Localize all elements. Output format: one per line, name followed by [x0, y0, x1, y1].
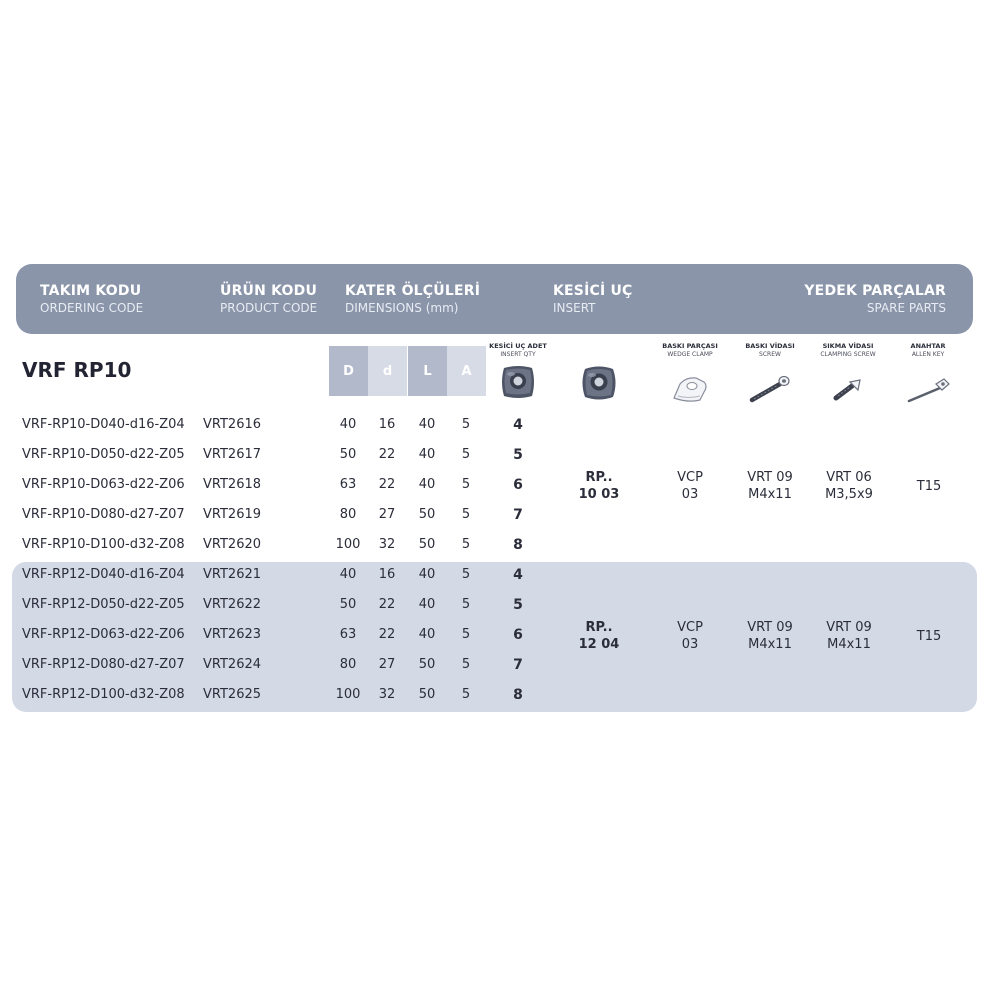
dim-A-cell: 5	[461, 447, 471, 462]
dim-L-cell: 50	[418, 687, 436, 702]
dim-header-L: L	[408, 346, 447, 396]
clamping-screw-line1: VRT 09	[826, 620, 872, 635]
series-title: VRF RP10	[22, 358, 132, 382]
allen-key-icon	[906, 374, 952, 404]
insert-code-line2: 12 04	[578, 637, 620, 652]
dim-d-cell: 27	[378, 507, 396, 522]
product-code-cell: VRT2616	[203, 417, 262, 432]
screw-rp12	[730, 619, 810, 653]
dim-A-cell: 5	[461, 597, 471, 612]
insert-qty-cell: 5	[513, 447, 523, 463]
dim-D-cell: 50	[339, 447, 357, 462]
insert-qty-cell: 4	[513, 417, 523, 433]
dim-d-cell: 22	[378, 447, 396, 462]
dim-d-cell: 16	[378, 417, 396, 432]
insert-code-rp10	[559, 469, 639, 503]
screw-title: BASKI VİDASI	[745, 342, 795, 350]
insert-code-line2: 10 03	[578, 487, 620, 502]
insert-title: KESİCİ UÇ	[553, 283, 633, 299]
product-code-cell: VRT2624	[203, 657, 262, 672]
insert-subtitle: INSERT	[553, 301, 596, 315]
insert-qty-cell: 7	[513, 657, 523, 673]
screw-line2: M4x11	[748, 487, 792, 502]
dim-A-cell: 5	[461, 657, 471, 672]
clamping-screw-icon	[830, 374, 866, 404]
product-code-cell: VRT2625	[203, 687, 262, 702]
allen-key-rp10: T15	[916, 479, 942, 494]
insert-qty-subtitle: INSERT QTY	[500, 351, 536, 358]
screw-line1: VRT 09	[747, 620, 793, 635]
product-code-subtitle: PRODUCT CODE	[220, 301, 318, 315]
spare-parts-subtitle: SPARE PARTS	[866, 301, 946, 315]
dim-D-cell: 63	[339, 477, 357, 492]
dim-A-cell: 5	[461, 507, 471, 522]
dim-D-cell: 80	[339, 657, 357, 672]
product-code-cell: VRT2617	[203, 447, 262, 462]
dim-L-cell: 40	[418, 477, 436, 492]
allen-key-title: ANAHTAR	[910, 342, 946, 350]
dim-A-cell: 5	[461, 417, 471, 432]
insert-qty-cell: 5	[513, 597, 523, 613]
screw-line2: M4x11	[748, 637, 792, 652]
allen-key-subtitle: ALLEN KEY	[911, 351, 945, 358]
dim-header-d: d	[368, 346, 407, 396]
ordering-code-cell: VRF-RP10-D080-d27-Z07	[22, 507, 185, 522]
ordering-code-cell: VRF-RP12-D040-d16-Z04	[22, 567, 185, 582]
product-code-cell: VRT2623	[203, 627, 262, 642]
dim-d-cell: 32	[378, 687, 396, 702]
ordering-code-cell: VRF-RP12-D063-d22-Z06	[22, 627, 185, 642]
dim-A-cell: 5	[461, 537, 471, 552]
allen-key-rp12: T15	[916, 629, 942, 644]
dimensions-title: KATER ÖLÇÜLERİ	[345, 283, 481, 299]
insert-icon	[499, 364, 537, 400]
dim-A-cell: 5	[461, 477, 471, 492]
insert-code-line1: RP..	[585, 470, 613, 485]
wedge-clamp-icon	[670, 374, 710, 404]
dim-D-cell: 100	[335, 537, 361, 552]
wedge-clamp-subtitle: WEDGE CLAMP	[667, 351, 713, 358]
dim-L-cell: 50	[418, 657, 436, 672]
dimensions-subtitle: DIMENSIONS (mm)	[345, 301, 459, 315]
product-code-cell: VRT2618	[203, 477, 262, 492]
insert-code-line1: RP..	[585, 620, 613, 635]
ordering-code-cell: VRF-RP10-D040-d16-Z04	[22, 417, 185, 432]
insert-qty-cell: 6	[513, 627, 523, 643]
insert-qty-cell: 4	[513, 567, 523, 583]
dim-d-cell: 16	[378, 567, 396, 582]
ordering-code-title: TAKIM KODU	[40, 283, 142, 299]
wedge-clamp-line1: VCP	[677, 470, 703, 485]
ordering-code-cell: VRF-RP12-D050-d22-Z05	[22, 597, 185, 612]
dim-D-cell: 80	[339, 507, 357, 522]
dim-L-cell: 50	[418, 507, 436, 522]
dim-d-cell: 22	[378, 597, 396, 612]
ordering-code-cell: VRF-RP10-D050-d22-Z05	[22, 447, 185, 462]
dim-A-cell: 5	[461, 567, 471, 582]
clamping-screw-line2: M4x11	[827, 637, 871, 652]
spare-parts-title: YEDEK PARÇALAR	[804, 283, 946, 299]
clamping-screw-line1: VRT 06	[826, 470, 872, 485]
wedge-clamp-rp10	[650, 469, 730, 503]
insert-qty-cell: 8	[513, 537, 523, 553]
dim-d-cell: 32	[378, 537, 396, 552]
dim-A-cell: 5	[461, 627, 471, 642]
screw-rp10	[730, 469, 810, 503]
dim-header-D: D	[329, 346, 368, 396]
product-code-title: ÜRÜN KODU	[220, 283, 318, 299]
dim-L-cell: 50	[418, 537, 436, 552]
ordering-code-cell: VRF-RP12-D080-d27-Z07	[22, 657, 185, 672]
insert-icon	[579, 364, 619, 402]
screw-subtitle: SCREW	[759, 351, 781, 358]
wedge-clamp-line2: 03	[681, 637, 699, 652]
dim-d-cell: 22	[378, 477, 396, 492]
product-code-cell: VRT2619	[203, 507, 262, 522]
dim-header-A: A	[447, 346, 486, 396]
product-code-cell: VRT2620	[203, 537, 262, 552]
wedge-clamp-line2: 03	[681, 487, 699, 502]
dim-L-cell: 40	[418, 627, 436, 642]
screw-line1: VRT 09	[747, 470, 793, 485]
insert-code-rp12	[559, 619, 639, 653]
dim-L-cell: 40	[418, 447, 436, 462]
dim-L-cell: 40	[418, 597, 436, 612]
dim-A-cell: 5	[461, 687, 471, 702]
wedge-clamp-rp12	[650, 619, 730, 653]
ordering-code-cell: VRF-RP10-D100-d32-Z08	[22, 537, 185, 552]
dim-d-cell: 27	[378, 657, 396, 672]
clamping-screw-title: SIKMA VİDASI	[822, 342, 874, 350]
header-bar	[16, 264, 973, 334]
clamping-screw-subtitle: CLAMPING SCREW	[820, 351, 876, 358]
clamping-screw-line2: M3,5x9	[825, 487, 873, 502]
insert-qty-title: KESİCİ UÇ ADET	[489, 342, 547, 350]
insert-qty-cell: 8	[513, 687, 523, 703]
ordering-code-cell: VRF-RP10-D063-d22-Z06	[22, 477, 185, 492]
wedge-clamp-title: BASKI PARÇASI	[662, 342, 718, 350]
dim-L-cell: 40	[418, 417, 436, 432]
dim-D-cell: 40	[339, 417, 357, 432]
ordering-code-cell: VRF-RP12-D100-d32-Z08	[22, 687, 185, 702]
clamping-screw-rp12	[809, 619, 889, 653]
insert-qty-cell: 7	[513, 507, 523, 523]
wedge-clamp-line1: VCP	[677, 620, 703, 635]
dim-D-cell: 50	[339, 597, 357, 612]
clamping-screw-rp10	[809, 469, 889, 503]
insert-qty-cell: 6	[513, 477, 523, 493]
dim-D-cell: 100	[335, 687, 361, 702]
product-code-cell: VRT2622	[203, 597, 262, 612]
dim-D-cell: 40	[339, 567, 357, 582]
dim-D-cell: 63	[339, 627, 357, 642]
dim-L-cell: 40	[418, 567, 436, 582]
ordering-code-subtitle: ORDERING CODE	[40, 301, 144, 315]
product-code-cell: VRT2621	[203, 567, 262, 582]
dim-d-cell: 22	[378, 627, 396, 642]
screw-icon	[748, 374, 792, 404]
